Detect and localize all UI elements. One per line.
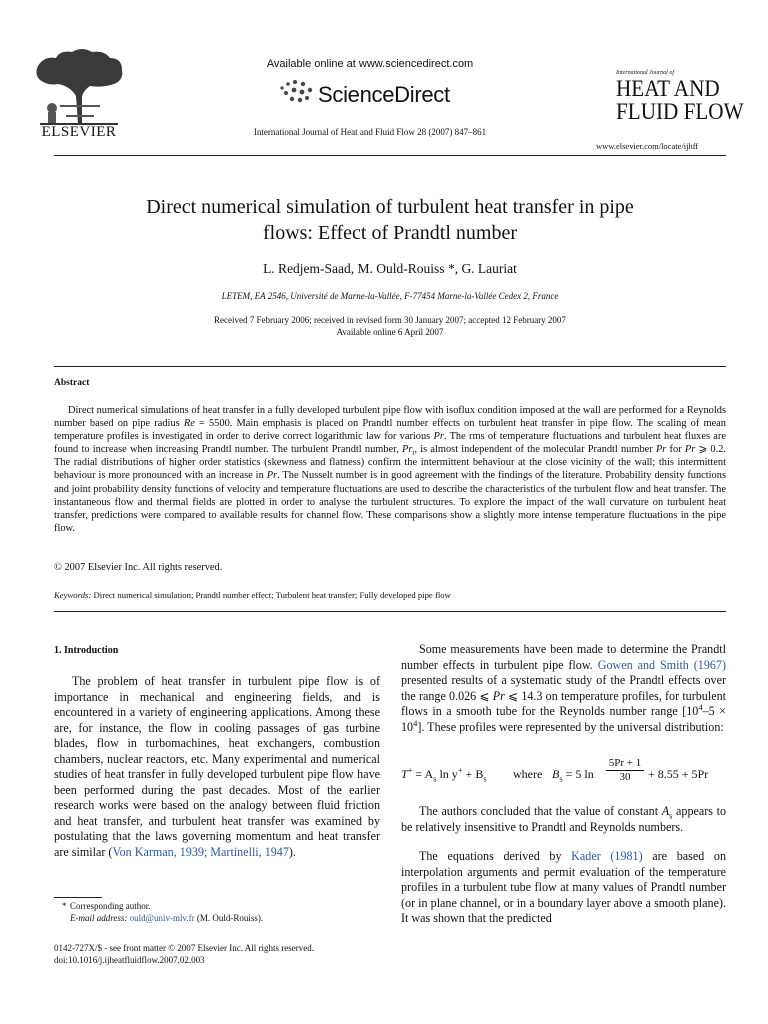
body-sup: 4: [698, 701, 703, 712]
body-sup: 4: [413, 717, 418, 728]
body-var: Pr: [492, 688, 505, 703]
eq-sup: +: [407, 766, 413, 775]
abstract-body: [54, 404, 726, 535]
abstract-var: Pr: [402, 444, 413, 456]
publisher-name: ELSEVIER: [41, 124, 117, 140]
abstract-text: Direct numerical simulations of heat transfer in a fully developed turbulent pipe flow with isoflux condition imposed at the wall are performed for a Reynolds number based on pipe radius: [54, 405, 726, 430]
intro-paragraph: [54, 674, 380, 860]
authors-part1: L. Redjem-Saad, M. Ould-Rouiss: [263, 261, 445, 276]
body-text: The equations derived by: [419, 849, 572, 863]
intro-text: The problem of heat transfer in turbulent pipe flow is of importance in mechanical and engineering fields, and is encountered in a variety of engineering applications. Among these are, for instance, the flow in cooling passages of gas turbine blades, flow in turbomachines, heat exchangers, combustion chambers, nuclear reactors, etc. Many experimental and numerical studies of heat transfer in fully developed turbulent pipe flow have been performed during the past decades. Most of the earlier research works were based on the analogy between fluid friction and heat transfer, and turbulent heat transfer was examined by postulating that the laws governing momentum and heat transfer are similar (: [54, 674, 380, 859]
email-link[interactable]: ould@univ-mlv.fr: [129, 913, 195, 923]
footnote-corresponding: Corresponding author.: [70, 901, 151, 911]
sciencedirect-dots-icon: [278, 78, 314, 108]
eq-text: + B: [462, 767, 484, 781]
masthead-line2: FLUID FLOW: [616, 99, 744, 124]
abstract-var: Pr: [433, 431, 444, 443]
abstract-heading: Abstract: [54, 378, 90, 388]
eq-sub: s: [559, 774, 563, 784]
footnote-star: *: [62, 901, 67, 911]
eq-tail: + 8.55 + 5Pr: [648, 767, 709, 781]
keywords: [54, 590, 451, 600]
citation-link[interactable]: Von Karman, 1939; Martinelli, 1947: [112, 844, 289, 859]
front-matter: [54, 942, 434, 966]
article-title: [60, 194, 720, 246]
footnote: [54, 900, 380, 924]
body-text: are based on interpolation arguments and permit evaluation of the temperature profiles in a turbulent tube flow at many values of Prandtl number (or in plane channel, or in a boundary layer above a smooth plane). It was shown that the predicted: [401, 849, 727, 925]
affiliation: LETEM, EA 2546, Université de Marne-la-Vallée, F-77454 Marne-la-Vallée Cedex 2, France: [221, 291, 559, 301]
right-paragraph-1: [401, 642, 726, 735]
eq-symbol: T: [401, 767, 408, 781]
body-text: ]. These profiles were represented by the universal distribution:: [417, 719, 724, 734]
article-dates: [60, 314, 720, 338]
eq-symbol: B: [552, 767, 560, 781]
body-text: presented results of a systematic study of the Prandtl effects over the range 0.026 ⩽: [401, 673, 726, 703]
title-rule: [54, 366, 726, 367]
footnote-email-line: [54, 912, 380, 924]
abstract-var: Pr: [266, 470, 278, 482]
footnote-rule: [54, 897, 102, 898]
abstract-text: . The rms of temperature fluctuations and turbulent heat fluxes are found to increase when increasing Prandtl number. The turbulent Prandtl number,: [54, 431, 726, 456]
eq-text: ln y: [436, 767, 458, 781]
abstract-var: Pr: [684, 444, 696, 456]
available-date: Available online 6 April 2007: [336, 327, 444, 337]
masthead-line1: HEAT AND: [616, 76, 720, 101]
keywords-label: Keywords:: [54, 590, 92, 600]
corresponding-star[interactable]: *: [444, 261, 455, 276]
body-text: The authors concluded that the value of constant: [419, 804, 662, 818]
authors-part2: , G. Lauriat: [454, 261, 517, 276]
sciencedirect-logo: ScienceDirect: [318, 82, 450, 107]
received-dates: Received 7 February 2006; received in revised form 30 January 2007; accepted 12 February 2007: [214, 315, 566, 325]
eq-numerator: 5Pr + 1: [606, 757, 644, 771]
abstract-text: for: [666, 444, 685, 456]
body-text: –5 × 10: [401, 704, 726, 734]
elsevier-tree-logo: [30, 46, 128, 126]
body-var: A: [661, 804, 670, 818]
abstract-sub: t: [412, 449, 415, 458]
email-label: E-mail address:: [70, 913, 128, 923]
section-heading: 1. Introduction: [54, 645, 119, 656]
abstract-text: , is almost independent of the molecular Prandtl number: [414, 444, 656, 456]
right-paragraph-2: [401, 804, 726, 835]
eq-text: = 5 ln: [562, 767, 594, 781]
eq-where: where: [513, 767, 543, 781]
eq-text: = A: [412, 767, 434, 781]
right-paragraph-3: [401, 849, 726, 927]
author-list: [60, 261, 720, 277]
body-sub: s: [669, 810, 673, 821]
citation-link[interactable]: Kader (1981): [571, 849, 643, 863]
title-line2: flows: Effect of Prandtl number: [262, 222, 517, 244]
eq-sub: s: [483, 774, 487, 784]
doi-line[interactable]: doi:10.1016/j.ijheatfluidflow.2007.02.003: [54, 955, 205, 965]
masthead-small: International Journal of: [616, 70, 674, 76]
body-text: appears to be relatively insensitive to Prandtl and Reynolds numbers.: [401, 804, 727, 834]
keywords-rule: [54, 611, 726, 612]
eq-sub: s: [433, 774, 437, 784]
abstract-var: Pr: [655, 444, 667, 456]
available-online[interactable]: Available online at www.sciencedirect.com: [266, 58, 474, 70]
keywords-list: Direct numerical simulation; Prandtl number effect; Turbulent heat transfer; Fully developed pipe flow: [91, 590, 451, 600]
equation: [401, 757, 726, 791]
header-rule: [54, 155, 726, 156]
intro-text: ).: [288, 844, 296, 859]
abstract-copyright: © 2007 Elsevier Inc. All rights reserved.: [54, 562, 223, 573]
journal-url[interactable]: www.elsevier.com/locate/ijhff: [596, 141, 699, 151]
abstract-text: = 5500. Main emphasis is placed on Prandtl number effects on turbulent heat transfer in pipe flow. The scaling of mean temperature profiles is investigated in order to derive correct logarithmic law for various: [54, 418, 726, 443]
title-line1: Direct numerical simulation of turbulent heat transfer in pipe: [146, 196, 634, 218]
abstract-text: ⩾ 0.2. The radial distributions of higher order statistics (skewness and flatness) confirm the intermittent behaviour at the close vicinity of the wall; this intermittent behaviour is more pronounced with an increase in: [54, 444, 726, 482]
abstract-text: . The Nusselt number is in good agreement with the findings of the literature. Probability density functions and joint probability density functions of velocity and temperature fluctuations are used to describe the characteristics of the turbulent flow and heat transfer. The instantaneous flow and thermal fields are plotted in order to analyse the turbulent structures. To explore the impact of the wall curvature on turbulent heat transfer, predictions were compared to available results for channel flow. These comparisons show a slightly more intense temperature fluctuations in the pipe flow.: [54, 470, 726, 534]
abstract-var: Re: [183, 418, 195, 430]
journal-reference: International Journal of Heat and Fluid Flow 28 (2007) 847–861: [253, 127, 487, 137]
eq-sup: +: [457, 766, 463, 775]
email-owner: (M. Ould-Rouiss).: [194, 913, 264, 923]
body-text: ⩽ 14.3 on temperature profiles, for turbulent flows in a smooth tube for the Reynolds number range [10: [401, 688, 726, 718]
citation-link[interactable]: Gowen and Smith (1967): [597, 657, 727, 672]
eq-denominator: 30: [619, 771, 631, 783]
issn-line: 0142-727X/$ - see front matter © 2007 Elsevier Inc. All rights reserved.: [54, 943, 315, 953]
body-text: Some measurements have been made to determine the Prandtl number effects in turbulent pipe flow.: [401, 642, 726, 672]
